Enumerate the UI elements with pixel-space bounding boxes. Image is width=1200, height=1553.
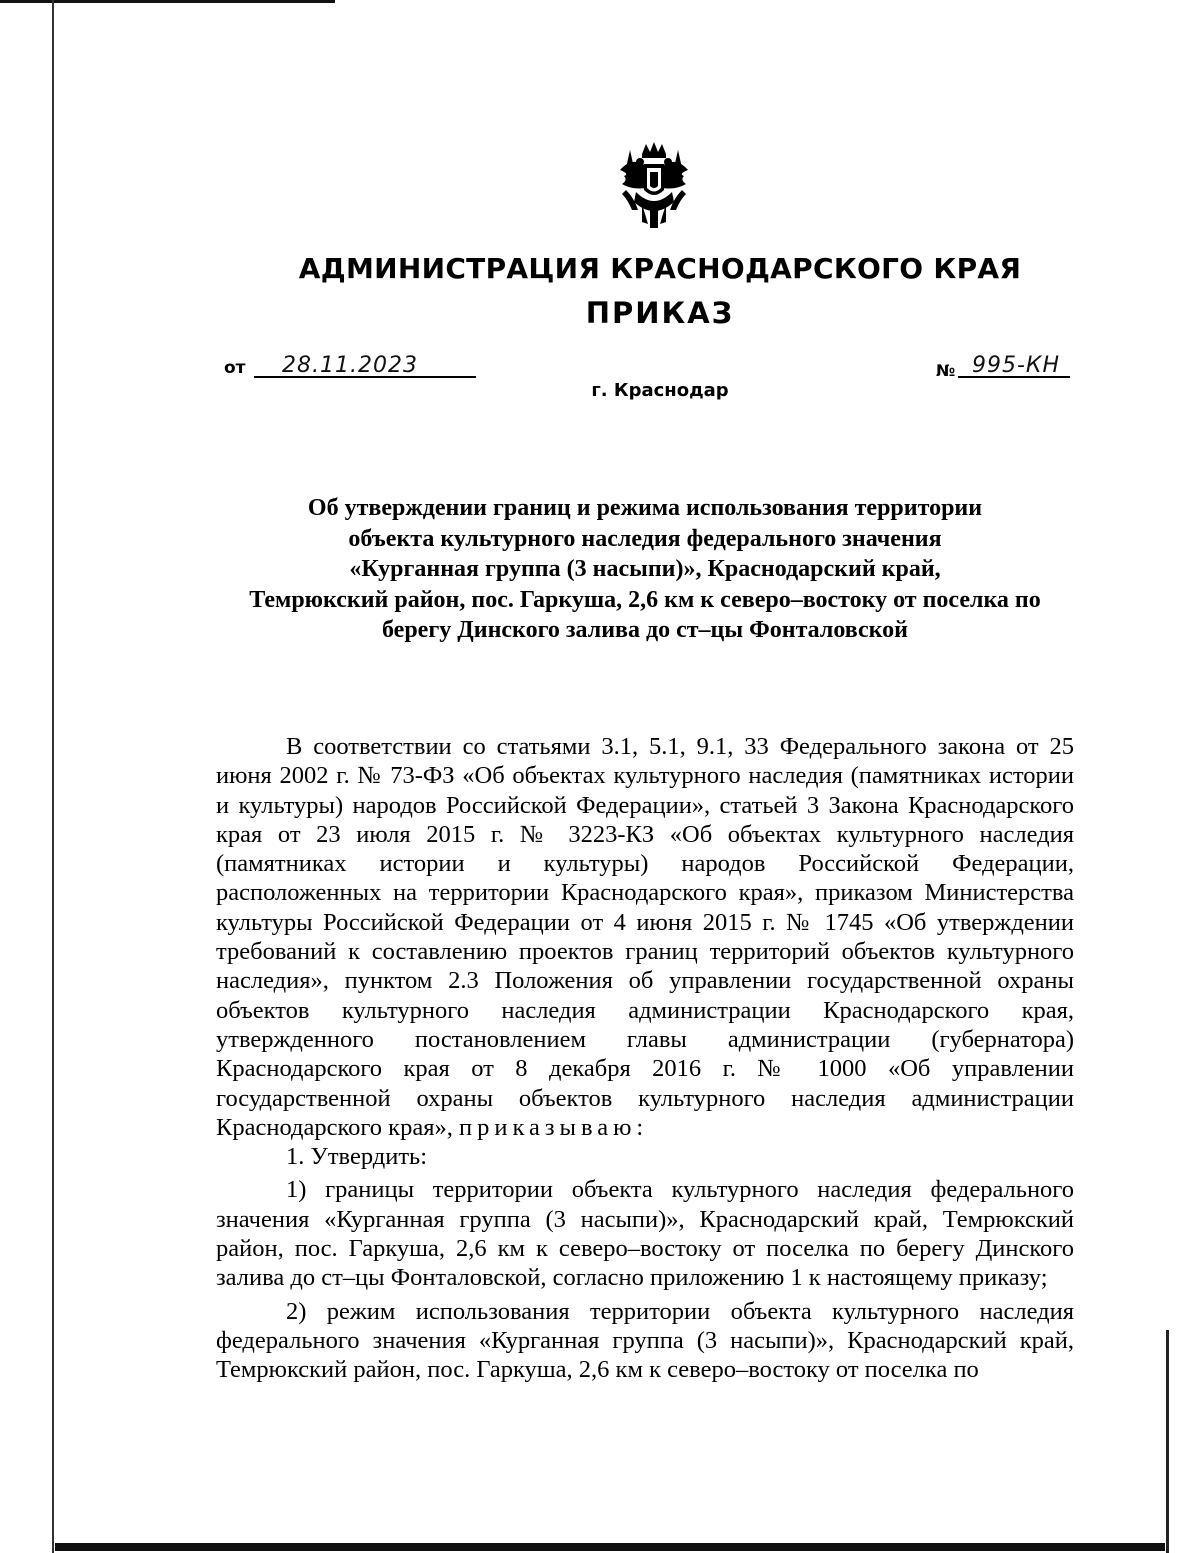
city-name: г. Краснодар xyxy=(591,380,729,401)
preamble-paragraph xyxy=(216,732,1074,1142)
number-prefix: № xyxy=(936,361,956,380)
title-line: берегу Динского залива до ст–цы Фонталовской xyxy=(382,617,908,643)
scan-edge-top xyxy=(0,0,335,3)
scan-edge-right xyxy=(1166,1330,1169,1553)
document-number: 995-КН xyxy=(972,353,1061,378)
title-line: Темрюкский район, пос. Гаркуша, 2,6 км к северо–востоку от поселка по xyxy=(249,586,1041,613)
coat-of-arms-emblem xyxy=(612,140,696,232)
title-line: объекта культурного наследия федерального значения xyxy=(348,525,942,552)
document-type: ПРИКАЗ xyxy=(585,296,735,330)
item-1-1: 1) границы территории объекта культурного наследия федерального значения «Курганная группа (3 насыпи)», Краснодарский край, Темрюкский район, пос. Гаркуша, 2,6 км к северо–востоку от поселка по берегу Динского залива до ст–цы Фонталовской, согласно приложению 1 к настоящему приказу; xyxy=(216,1176,1074,1292)
title-line: «Курганная группа (3 насыпи)», Краснодарский край, xyxy=(349,556,941,582)
title-line: Об утверждении границ и режима использования территории xyxy=(307,495,983,521)
date-prefix: от xyxy=(224,358,246,378)
document-title xyxy=(215,493,1075,646)
preamble-text: В соответствии со статьями 3.1, 5.1, 9.1, 33 Федерального закона от 25 июня 2002 г. № 73-ФЗ «Об объектах культурного наследия (памятниках истории и культуры) народов Российской Федерации», статьей 3 Закона Краснодарского края от 23 июля 2015 г. № 3223-КЗ «Об объектах культурного наследия (памятниках истории и культуры) народов Российской Федерации, расположенных на территории Краснодарского края», приказом Министерства культуры Российской Федерации от 4 июня 2015 г. № 1745 «Об утверждении требований к составлению проектов границ территорий объектов культурного наследия», пунктом 2.3 Положения об управлении государственной охраны объектов культурного наследия администрации Краснодарского края, утвержденного постановлением главы администрации (губернатора) Краснодарского края от 8 декабря 2016 г. № 1000 «Об управлении государственной охраны объектов культурного наследия администрации Краснодарского края», xyxy=(216,733,1074,1141)
item-1: 1. Утвердить: xyxy=(286,1143,428,1171)
order-word: приказываю: xyxy=(458,1113,649,1141)
scan-edge-left xyxy=(52,0,54,1553)
item-1-2: 2) режим использования территории объекта культурного наследия федерального значения «Курганная группа (3 насыпи)», Краснодарский край, Темрюкский район, пос. Гаркуша, 2,6 км к северо–востоку от поселка по xyxy=(216,1297,1074,1384)
organization-name: АДМИНИСТРАЦИЯ КРАСНОДАРСКОГО КРАЯ xyxy=(298,252,1022,285)
scan-edge-bottom xyxy=(55,1543,1165,1551)
document-body xyxy=(216,732,1074,1385)
document-date: 28.11.2023 xyxy=(282,353,418,378)
